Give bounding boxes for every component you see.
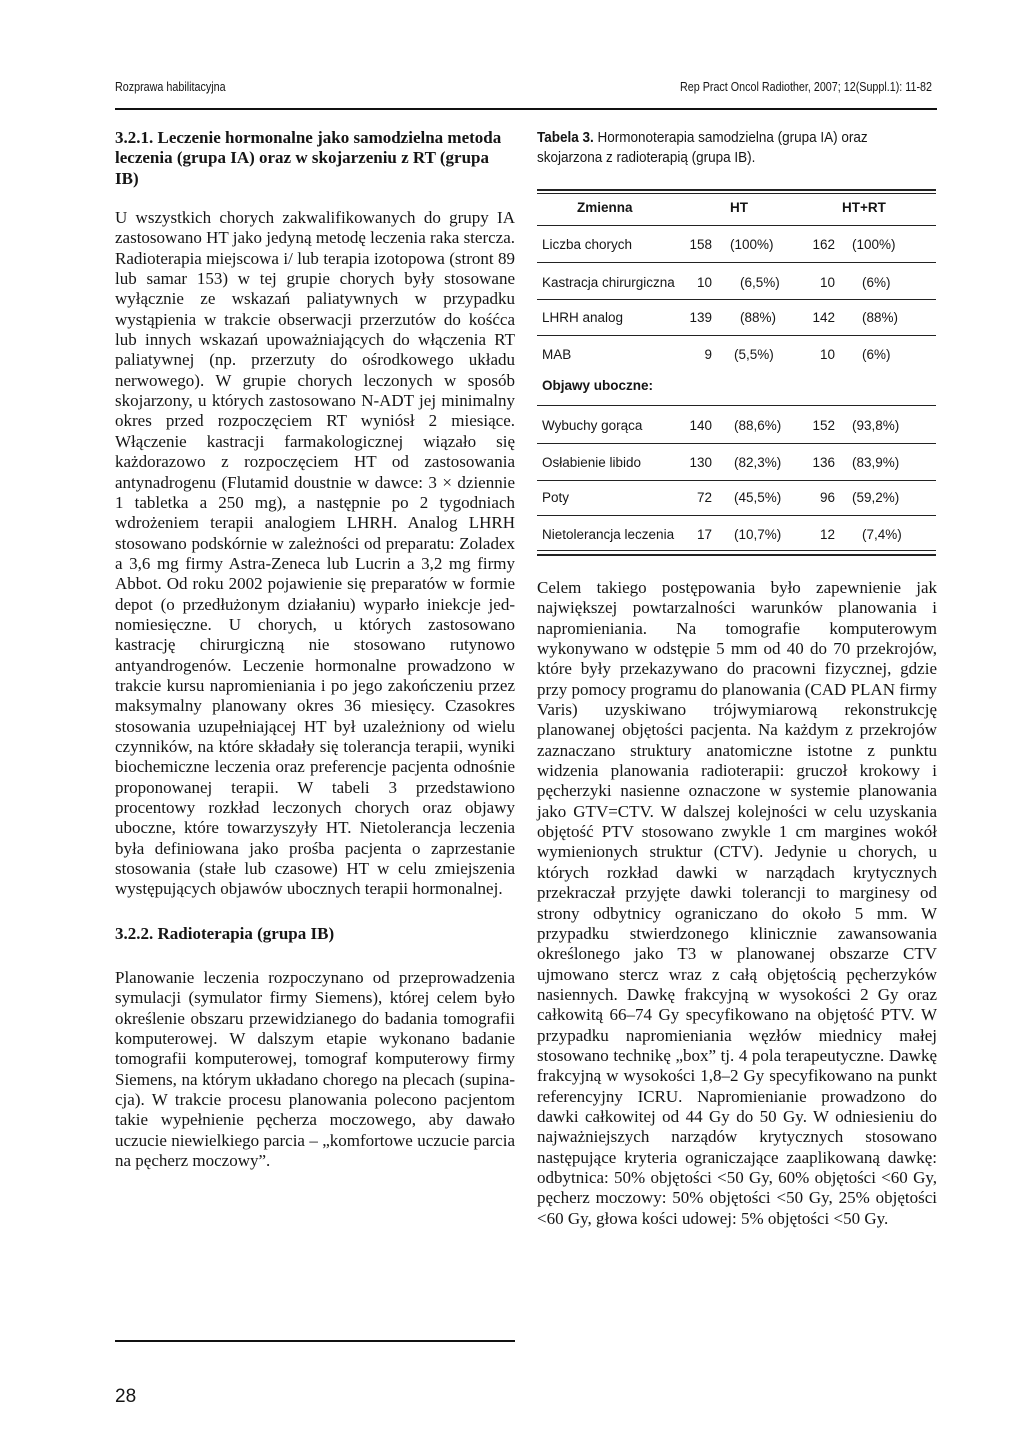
table-row-label: Kastracja chirurgiczna bbox=[542, 275, 675, 290]
table-row-htrt-count: 136 bbox=[812, 455, 835, 470]
paragraph-hormone-therapy: U wszystkich chorych zakwalifikowanych do grupy IA zastosowano HT jako jedyną metodę leczenia raka stercza. Radioterapia miejscowa i/ lub terapia izotopowa (stront 89 lub samar 153) w tej grupie chorych były stosowane wyłącznie ze wskazań paliatywnych w przypadku wystąpienia w trakcie obserwacji przerzutów do kośćca lub innych wskazań upoważniających do włączenia RT paliatywnej (np. przerzuty do ośrodkowego układu nerwowego). W grupie chorych leczonych w sposób skojarzony, u których zastosowano N-ADT jej minimalny okres przed rozpoczęciem RT wyniósł 2 miesiące. Włączenie kastracji farmakologicznej wiązało się każdorazowo z rozpoczęciem HT od zastosowania antynadrogenu (Flutamid doustnie w dawce: 3 × dziennie 1 tabletka a 250 mg), a następnie po 2 tygodniach wdrożeniem terapii analogiem LHRH. Analog LHRH stosowano podskórnie w zależności od preparatu: Zoladex a 3,6 mg firmy Astra-Zeneca lub Lucrin a 3,2 mg firmy Abbot. Od roku 2002 pojawienie się preparatów w formie depot (o przedłużonym działaniu) wyparło iniekcje jednomiesięczne. U chorych, u których zastosowano kastrację chirurgiczną nie stosowano rutynowo antyandrogenów. Leczenie hormonalne prowadzono w trakcie kursu napromieniania i po jego zakończeniu przez maksymalny planowany okres 36 miesięcy. Czasokres stosowania uzupełniającej HT był uzależniony od wielu czynników, na które składały się tolerancja terapii, wyniki biochemiczne leczenia oraz preferencje pacjenta odnośnie proponowanej terapii. W tabeli 3 przedstawiono procentowy rozkład leczonych chorych oraz objawy uboczne, które towarzyszyły HT. Nietolerancja leczenia była definiowana jako prośba pacjenta o zaprzestanie stosowania (stałe lub czasowe) HT w celu zmiejszenia występujących objawów ubocznych terapii hormonalnej. bbox=[115, 208, 515, 899]
table-caption-label: Tabela 3. bbox=[537, 129, 594, 146]
section-heading-3-2-1: 3.2.1. Leczenie hormonalne jako samodzielna metoda leczenia (grupa IA) oraz w skojarzeniu z RT (grupa IB) bbox=[115, 128, 502, 188]
footer-rule bbox=[115, 1340, 515, 1342]
table-row-ht-count: 130 bbox=[689, 455, 712, 470]
table-row-rule bbox=[537, 405, 936, 406]
table-row-ht-percent: (100%) bbox=[730, 237, 774, 252]
table-row-label: LHRH analog bbox=[542, 310, 624, 325]
table-row-rule bbox=[537, 515, 936, 516]
table-row-htrt-percent: (6%) bbox=[862, 347, 891, 362]
table-row-htrt-count: 142 bbox=[812, 310, 835, 325]
table-row-ht-count: 17 bbox=[696, 527, 712, 542]
table-row-htrt-count: 152 bbox=[812, 418, 835, 433]
table-row-ht-count: 139 bbox=[689, 310, 712, 325]
table-top-rule-inner bbox=[537, 193, 936, 194]
table-row-htrt-percent: (100%) bbox=[852, 237, 896, 252]
table-row-htrt-count: 12 bbox=[819, 527, 835, 542]
table-row-label: MAB bbox=[542, 347, 572, 362]
table-row-label: Wybuchy gorąca bbox=[542, 418, 643, 433]
table-top-rule bbox=[537, 189, 936, 191]
table-row-ht-count: 10 bbox=[696, 275, 712, 290]
table-row-rule bbox=[537, 443, 936, 444]
table-row-ht-percent: (5,5%) bbox=[734, 347, 774, 362]
table-row-htrt-percent: (83,9%) bbox=[852, 455, 900, 470]
table-row-label: Poty bbox=[542, 490, 570, 505]
table-row-htrt-count: 162 bbox=[812, 237, 835, 252]
table-row-rule bbox=[537, 262, 936, 263]
table-row-ht-percent: (6,5%) bbox=[740, 275, 780, 290]
table-row-ht-percent: (10,7%) bbox=[734, 527, 782, 542]
running-header-right: Rep Pract Oncol Radiother, 2007; 12(Suppl.1): 11-82 bbox=[680, 80, 932, 94]
section-heading-3-2-2: 3.2.2. Radioterapia (grupa IB) bbox=[115, 923, 335, 943]
table-row-ht-percent: (88%) bbox=[740, 310, 777, 325]
table-section-side-effects: Objawy uboczne: bbox=[542, 378, 654, 393]
table-row-ht-count: 9 bbox=[704, 347, 712, 362]
table-row-ht-count: 72 bbox=[696, 490, 712, 505]
table-header-variable: Zmienna bbox=[577, 200, 633, 215]
table-row-label: Nietolerancja leczenia bbox=[542, 527, 675, 542]
table-caption-text: Hormonoterapia samodzielna (grupa IA) oraz skojarzona z radioterapią (grupa IB). bbox=[537, 129, 868, 166]
table-header-rule bbox=[537, 225, 936, 226]
table-row-rule bbox=[537, 299, 936, 300]
table-row-htrt-count: 96 bbox=[819, 490, 835, 505]
table-row-label: Osłabienie libido bbox=[542, 455, 642, 470]
table-row-htrt-count: 10 bbox=[819, 347, 835, 362]
table-row-rule bbox=[537, 480, 936, 481]
table-header-ht: HT bbox=[730, 200, 748, 215]
table-row-ht-percent: (45,5%) bbox=[734, 490, 782, 505]
table-row-ht-percent: (88,6%) bbox=[734, 418, 782, 433]
table-caption bbox=[537, 128, 897, 168]
paragraph-treatment-planning: Celem takiego postępowania było zapewnienie jak największej powtarzalności warunków planowania i napromieniania. Na tomografie komputerowym wykonywano w odstępie 5 mm od 40 do 70 przekrojów, które były przekazywano do pracowni fizycznej, gdzie przy pomocy programu do planowania (CAD PLAN firmy Varis) uzyskiwano trójwymiarową rekonstrukcję planowanej objętości pacjenta. Na każdym z przekrojów zaznaczano struktury anatomiczne istotne z punktu widzenia planowania radioterapii: gruczoł krokowy i pęcherzyki nasienne oznaczone w systemie planowania jako GTV=CTV. W dalszej kolejności w celu uzyskania objętość PTV stosowano zwykle 1 cm margines wokół wymienionych struktur (CTV). Jedynie u chorych, u których rozkład dawki w narządach krytycznych przekraczał przyjęte dawki tolerancji to marginesy od strony odbytnicy ograniczano do około 5 mm. W przypadku stwierdzonego klinicznie zawansowania określonego jako T3 w planowanej obszarze CTV ujmowano stercz wraz z całą objętością pęcherzyków nasiennych. Dawkę frakcyjną w wysokości 2 Gy oraz całkowitą 66–74 Gy specyfikowano na objętość PTV. W przypadku napromieniania węzłów miednicy małej stosowano technikę „box” tj. 4 pola terapeutyczne. Dawkę frakcyjną w wysokości 1,8–2 Gy specyfikowano na punkt referencyjny ICRU. Napromienianie prowadzono do dawki całkowitej od 44 Gy do 50 Gy. W odniesieniu do najważniejszych narządów krytycznych stosowano następujące kryteria ograniczające zaaplikowaną dawkę: odbytnica: 50% objętości <50 Gy, 60% objętości <60 Gy, pęcherz moczowy: 50% objętości <50 Gy, 25% objętości <60 Gy, głowa kości udowej: 5% objętości <50 Gy. bbox=[537, 578, 937, 1228]
left-column bbox=[115, 128, 515, 1172]
table-row-htrt-percent: (6%) bbox=[862, 275, 891, 290]
page-number: 28 bbox=[115, 1386, 137, 1407]
table-row-ht-count: 140 bbox=[689, 418, 712, 433]
table-header-ht-rt: HT+RT bbox=[842, 200, 886, 215]
paragraph-radiotherapy-planning: Planowanie leczenia rozpoczynano od przeprowadzenia symulacji (symulator firmy Siemens), której celem było określenie obszaru przewidzianego do badania tomografii komputerowej. W dalszym etapie wykonano badanie tomografii komputerowej, tomograf komputerowy firmy Siemens, na którym układano chorego na plecach (supinacja). W trakcie procesu planowania polecono pacjentom takie wypełnienie pęcherza moczowego, aby dawało uczucie niewielkiego parcia – „komfortowe uczucie parcia na pęcherz moczowy”. bbox=[115, 968, 515, 1171]
table-row-htrt-percent: (93,8%) bbox=[852, 418, 900, 433]
table-row-ht-count: 158 bbox=[689, 237, 712, 252]
running-header-left: Rozprawa habilitacyjna bbox=[115, 80, 226, 94]
table-row-htrt-percent: (88%) bbox=[862, 310, 899, 325]
table-bottom-rule bbox=[537, 550, 936, 551]
table-row-htrt-percent: (59,2%) bbox=[852, 490, 900, 505]
table-row-rule bbox=[537, 335, 936, 336]
table-row-label: Liczba chorych bbox=[542, 237, 633, 252]
table-row-ht-percent: (82,3%) bbox=[734, 455, 782, 470]
right-column bbox=[537, 578, 937, 1229]
table-bottom-rule-outer bbox=[537, 554, 936, 556]
table-row-htrt-count: 10 bbox=[819, 275, 835, 290]
table-row-htrt-percent: (7,4%) bbox=[862, 527, 902, 542]
header-rule bbox=[115, 108, 937, 110]
